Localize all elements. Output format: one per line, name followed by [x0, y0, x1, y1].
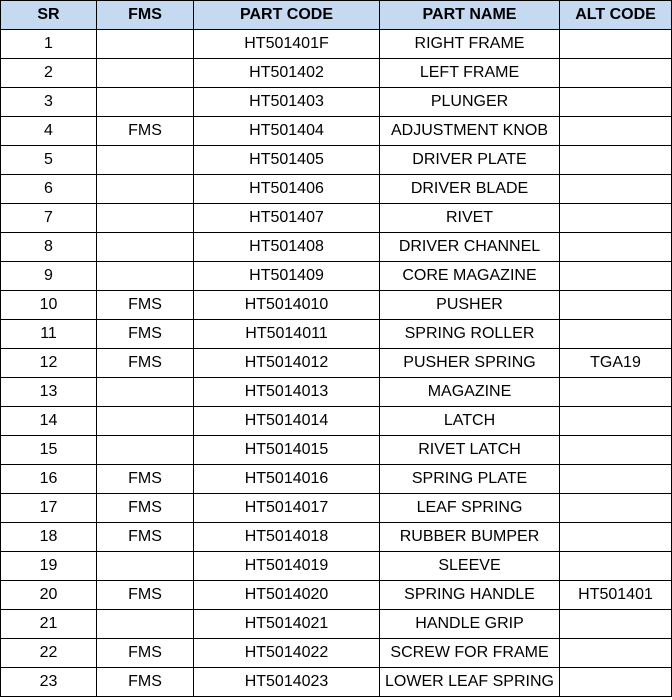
cell-sr: 1 [1, 30, 97, 59]
cell-part-name: SLEEVE [380, 552, 560, 581]
table-body [1, 30, 672, 697]
cell-sr: 4 [1, 117, 97, 146]
cell-part-name: PUSHER [380, 291, 560, 320]
cell-alt-code [560, 30, 672, 59]
cell-fms [97, 30, 194, 59]
table-row [1, 523, 672, 552]
cell-fms [97, 88, 194, 117]
cell-part-name: DRIVER BLADE [380, 175, 560, 204]
table-row [1, 610, 672, 639]
table-header [1, 1, 672, 30]
cell-fms: FMS [97, 291, 194, 320]
cell-sr: 9 [1, 262, 97, 291]
cell-part-name: SPRING ROLLER [380, 320, 560, 349]
table-row [1, 668, 672, 697]
cell-part-code: HT5014022 [194, 639, 380, 668]
cell-fms: FMS [97, 494, 194, 523]
cell-sr: 23 [1, 668, 97, 697]
table-row [1, 436, 672, 465]
cell-sr: 20 [1, 581, 97, 610]
table-row [1, 146, 672, 175]
cell-fms [97, 204, 194, 233]
cell-part-name: ADJUSTMENT KNOB [380, 117, 560, 146]
cell-fms [97, 175, 194, 204]
cell-part-code: HT5014012 [194, 349, 380, 378]
table-row [1, 320, 672, 349]
cell-part-name: RIVET LATCH [380, 436, 560, 465]
cell-alt-code: HT501401 [560, 581, 672, 610]
cell-part-name: LATCH [380, 407, 560, 436]
table-row [1, 378, 672, 407]
cell-fms [97, 407, 194, 436]
cell-sr: 7 [1, 204, 97, 233]
cell-part-code: HT5014010 [194, 291, 380, 320]
table-row [1, 204, 672, 233]
cell-fms: FMS [97, 465, 194, 494]
cell-sr: 11 [1, 320, 97, 349]
cell-part-code: HT501402 [194, 59, 380, 88]
cell-alt-code [560, 552, 672, 581]
header-fms: FMS [97, 1, 194, 30]
cell-sr: 15 [1, 436, 97, 465]
cell-part-code: HT501408 [194, 233, 380, 262]
cell-part-name: LEFT FRAME [380, 59, 560, 88]
table-row [1, 117, 672, 146]
table-row [1, 407, 672, 436]
cell-part-code: HT501401F [194, 30, 380, 59]
cell-alt-code [560, 320, 672, 349]
table-row [1, 494, 672, 523]
cell-alt-code [560, 146, 672, 175]
cell-part-code: HT5014023 [194, 668, 380, 697]
cell-fms: FMS [97, 581, 194, 610]
cell-fms: FMS [97, 523, 194, 552]
cell-sr: 12 [1, 349, 97, 378]
cell-part-name: DRIVER CHANNEL [380, 233, 560, 262]
cell-fms: FMS [97, 349, 194, 378]
cell-alt-code [560, 88, 672, 117]
cell-alt-code [560, 233, 672, 262]
cell-fms [97, 262, 194, 291]
cell-sr: 10 [1, 291, 97, 320]
cell-fms: FMS [97, 668, 194, 697]
cell-part-name: PLUNGER [380, 88, 560, 117]
cell-sr: 18 [1, 523, 97, 552]
header-part-code: PART CODE [194, 1, 380, 30]
cell-part-name: RIVET [380, 204, 560, 233]
cell-fms [97, 552, 194, 581]
table-row [1, 552, 672, 581]
cell-alt-code [560, 117, 672, 146]
cell-part-code: HT5014016 [194, 465, 380, 494]
cell-fms: FMS [97, 639, 194, 668]
cell-alt-code [560, 494, 672, 523]
cell-part-code: HT501407 [194, 204, 380, 233]
cell-part-code: HT501406 [194, 175, 380, 204]
table-row [1, 30, 672, 59]
cell-fms [97, 233, 194, 262]
cell-fms [97, 436, 194, 465]
cell-part-name: PUSHER SPRING [380, 349, 560, 378]
table-row [1, 88, 672, 117]
cell-sr: 3 [1, 88, 97, 117]
cell-alt-code [560, 59, 672, 88]
cell-alt-code [560, 204, 672, 233]
cell-fms [97, 146, 194, 175]
cell-alt-code [560, 175, 672, 204]
header-sr: SR [1, 1, 97, 30]
header-alt-code: ALT CODE [560, 1, 672, 30]
cell-part-code: HT501409 [194, 262, 380, 291]
cell-alt-code: TGA19 [560, 349, 672, 378]
cell-part-code: HT501405 [194, 146, 380, 175]
cell-alt-code [560, 262, 672, 291]
cell-part-name: LEAF SPRING [380, 494, 560, 523]
cell-fms [97, 378, 194, 407]
cell-sr: 14 [1, 407, 97, 436]
cell-fms: FMS [97, 320, 194, 349]
cell-alt-code [560, 378, 672, 407]
cell-sr: 6 [1, 175, 97, 204]
table-row [1, 233, 672, 262]
cell-part-code: HT5014019 [194, 552, 380, 581]
cell-alt-code [560, 639, 672, 668]
cell-sr: 2 [1, 59, 97, 88]
cell-part-name: CORE MAGAZINE [380, 262, 560, 291]
cell-part-name: MAGAZINE [380, 378, 560, 407]
cell-sr: 22 [1, 639, 97, 668]
table-row [1, 349, 672, 378]
table-row [1, 465, 672, 494]
header-part-name: PART NAME [380, 1, 560, 30]
cell-part-code: HT501404 [194, 117, 380, 146]
cell-part-name: RIGHT FRAME [380, 30, 560, 59]
cell-alt-code [560, 436, 672, 465]
cell-part-name: SPRING PLATE [380, 465, 560, 494]
cell-part-code: HT5014011 [194, 320, 380, 349]
cell-part-name: DRIVER PLATE [380, 146, 560, 175]
cell-alt-code [560, 523, 672, 552]
cell-part-code: HT501403 [194, 88, 380, 117]
table-row [1, 581, 672, 610]
table-row [1, 59, 672, 88]
cell-sr: 5 [1, 146, 97, 175]
cell-alt-code [560, 407, 672, 436]
cell-part-name: SPRING HANDLE [380, 581, 560, 610]
cell-part-name: HANDLE GRIP [380, 610, 560, 639]
table-row [1, 639, 672, 668]
cell-part-code: HT5014013 [194, 378, 380, 407]
cell-fms [97, 610, 194, 639]
cell-part-name: SCREW FOR FRAME [380, 639, 560, 668]
cell-part-code: HT5014015 [194, 436, 380, 465]
cell-part-code: HT5014017 [194, 494, 380, 523]
table-row [1, 262, 672, 291]
cell-sr: 19 [1, 552, 97, 581]
cell-part-code: HT5014020 [194, 581, 380, 610]
cell-sr: 8 [1, 233, 97, 262]
cell-alt-code [560, 668, 672, 697]
header-row [1, 1, 672, 30]
cell-sr: 13 [1, 378, 97, 407]
table-row [1, 175, 672, 204]
table-row [1, 291, 672, 320]
cell-alt-code [560, 465, 672, 494]
cell-part-code: HT5014021 [194, 610, 380, 639]
cell-alt-code [560, 291, 672, 320]
cell-fms: FMS [97, 117, 194, 146]
cell-part-code: HT5014018 [194, 523, 380, 552]
cell-sr: 17 [1, 494, 97, 523]
cell-part-code: HT5014014 [194, 407, 380, 436]
cell-sr: 16 [1, 465, 97, 494]
cell-fms [97, 59, 194, 88]
cell-part-name: LOWER LEAF SPRING [380, 668, 560, 697]
cell-sr: 21 [1, 610, 97, 639]
cell-alt-code [560, 610, 672, 639]
cell-part-name: RUBBER BUMPER [380, 523, 560, 552]
